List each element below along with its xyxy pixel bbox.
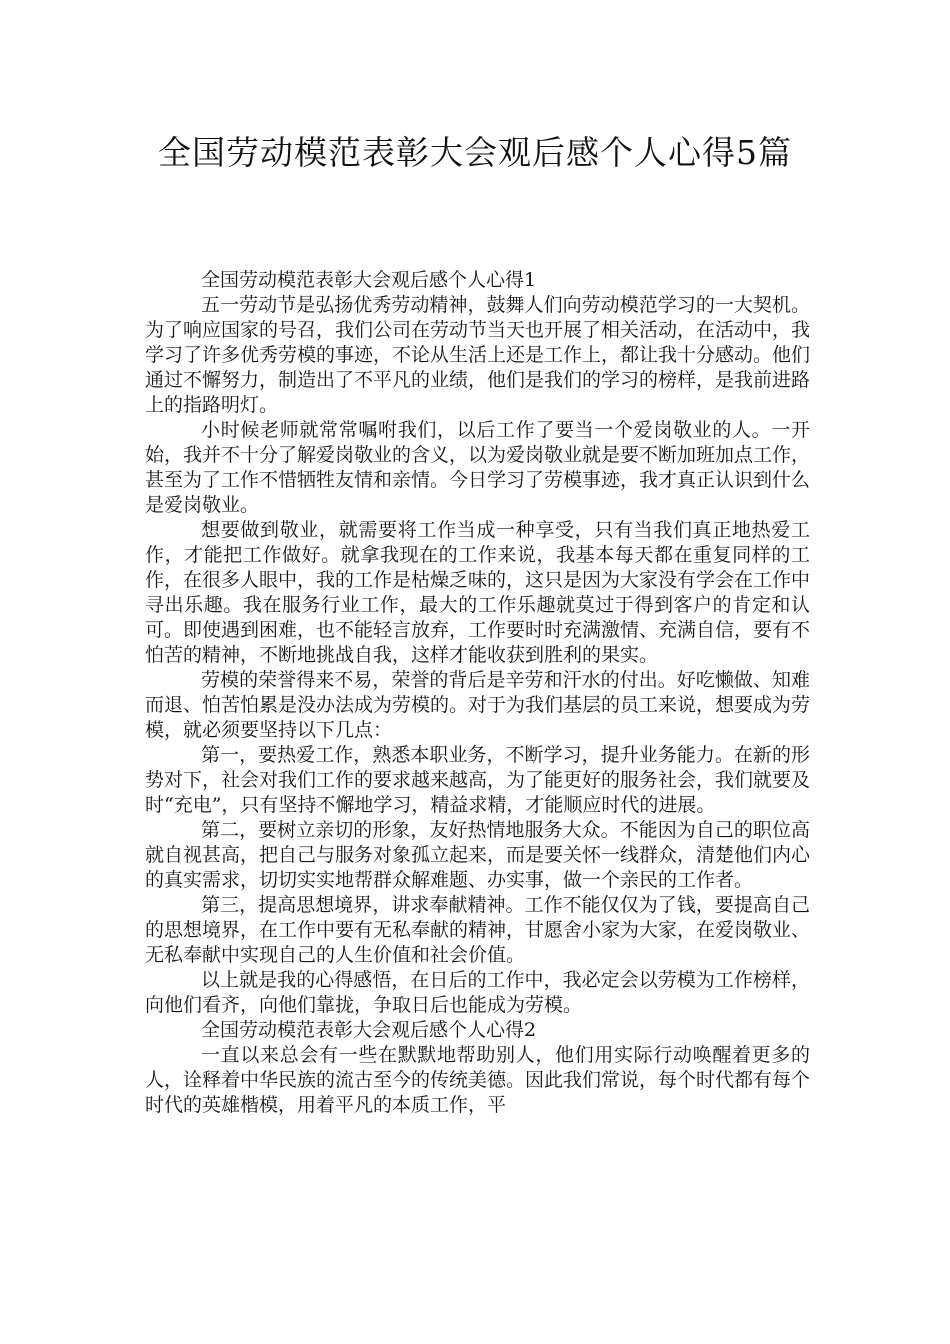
paragraph: 小时候老师就常常嘱咐我们，以后工作了要当一个爱岗敬业的人。一开始，我并不十分了解爱岗敬业的含义，以为爱岗敬业就是要不断加班加点工作，甚至为了工作不惜牺牲友情和亲情。今日学习了劳模事迹，我才真正认识到什么是爱岗敬业。 <box>145 419 811 516</box>
section-heading-1: 全国劳动模范表彰大会观后感个人心得1 <box>201 269 537 291</box>
paragraph: 第二，要树立亲切的形象，友好热情地服务大众。不能因为自己的职位高就自视甚高，把自己与服务对象孤立起来，而是要关怀一线群众，清楚他们内心的真实需求，切切实实地帮群众解难题、办实事，做一个亲民的工作者。 <box>145 819 811 891</box>
paragraph: 劳模的荣誉得来不易，荣誉的背后是辛劳和汗水的付出。好吃懒做、知难而退、怕苦怕累是没办法成为劳模的。对于为我们基层的员工来说，想要成为劳模，就必须要坚持以下几点： <box>145 669 811 741</box>
document-title: 全国劳动模范表彰大会观后感个人心得5篇 <box>158 133 792 172</box>
paragraph: 第一，要热爱工作，熟悉本职业务，不断学习，提升业务能力。在新的形势对下，社会对我们工作的要求越来越高，为了能更好的服务社会，我们就要及时“充电”，只有坚持不懈地学习，精益求精，才能顺应时代的进展。 <box>145 744 811 816</box>
document-body <box>145 268 810 1118</box>
section-heading-2: 全国劳动模范表彰大会观后感个人心得2 <box>201 1019 537 1041</box>
paragraph: 第三，提高思想境界，讲求奉献精神。工作不能仅仅为了钱，要提高自己的思想境界，在工作中要有无私奉献的精神，甘愿舍小家为大家，在爱岗敬业、无私奉献中实现自己的人生价值和社会价值。 <box>145 894 811 966</box>
paragraph: 想要做到敬业，就需要将工作当成一种享受，只有当我们真正地热爱工作，才能把工作做好。就拿我现在的工作来说，我基本每天都在重复同样的工作，在很多人眼中，我的工作是枯燥乏味的，这只是因为大家没有学会在工作中寻出乐趣。我在服务行业工作，最大的工作乐趣就莫过于得到客户的肯定和认可。即使遇到困难，也不能轻言放弃，工作要时时充满激情、充满自信，要有不怕苦的精神，不断地挑战自我，这样才能收获到胜利的果实。 <box>145 519 811 666</box>
paragraph: 一直以来总会有一些在默默地帮助别人，他们用实际行动唤醒着更多的人，诠释着中华民族的流古至今的传统美德。因此我们常说，每个时代都有每个时代的英雄楷模，用着平凡的本质工作，平 <box>145 1044 811 1116</box>
paragraph: 五一劳动节是弘扬优秀劳动精神，鼓舞人们向劳动模范学习的一大契机。为了响应国家的号召，我们公司在劳动节当天也开展了相关活动，在活动中，我学习了许多优秀劳模的事迹，不论从生活上还是工作上，都让我十分感动。他们通过不懈努力，制造出了不平凡的业绩，他们是我们的学习的榜样，是我前进路上的指路明灯。 <box>145 294 811 416</box>
paragraph: 以上就是我的心得感悟，在日后的工作中，我必定会以劳模为工作榜样，向他们看齐，向他们靠拢，争取日后也能成为劳模。 <box>145 969 810 1016</box>
